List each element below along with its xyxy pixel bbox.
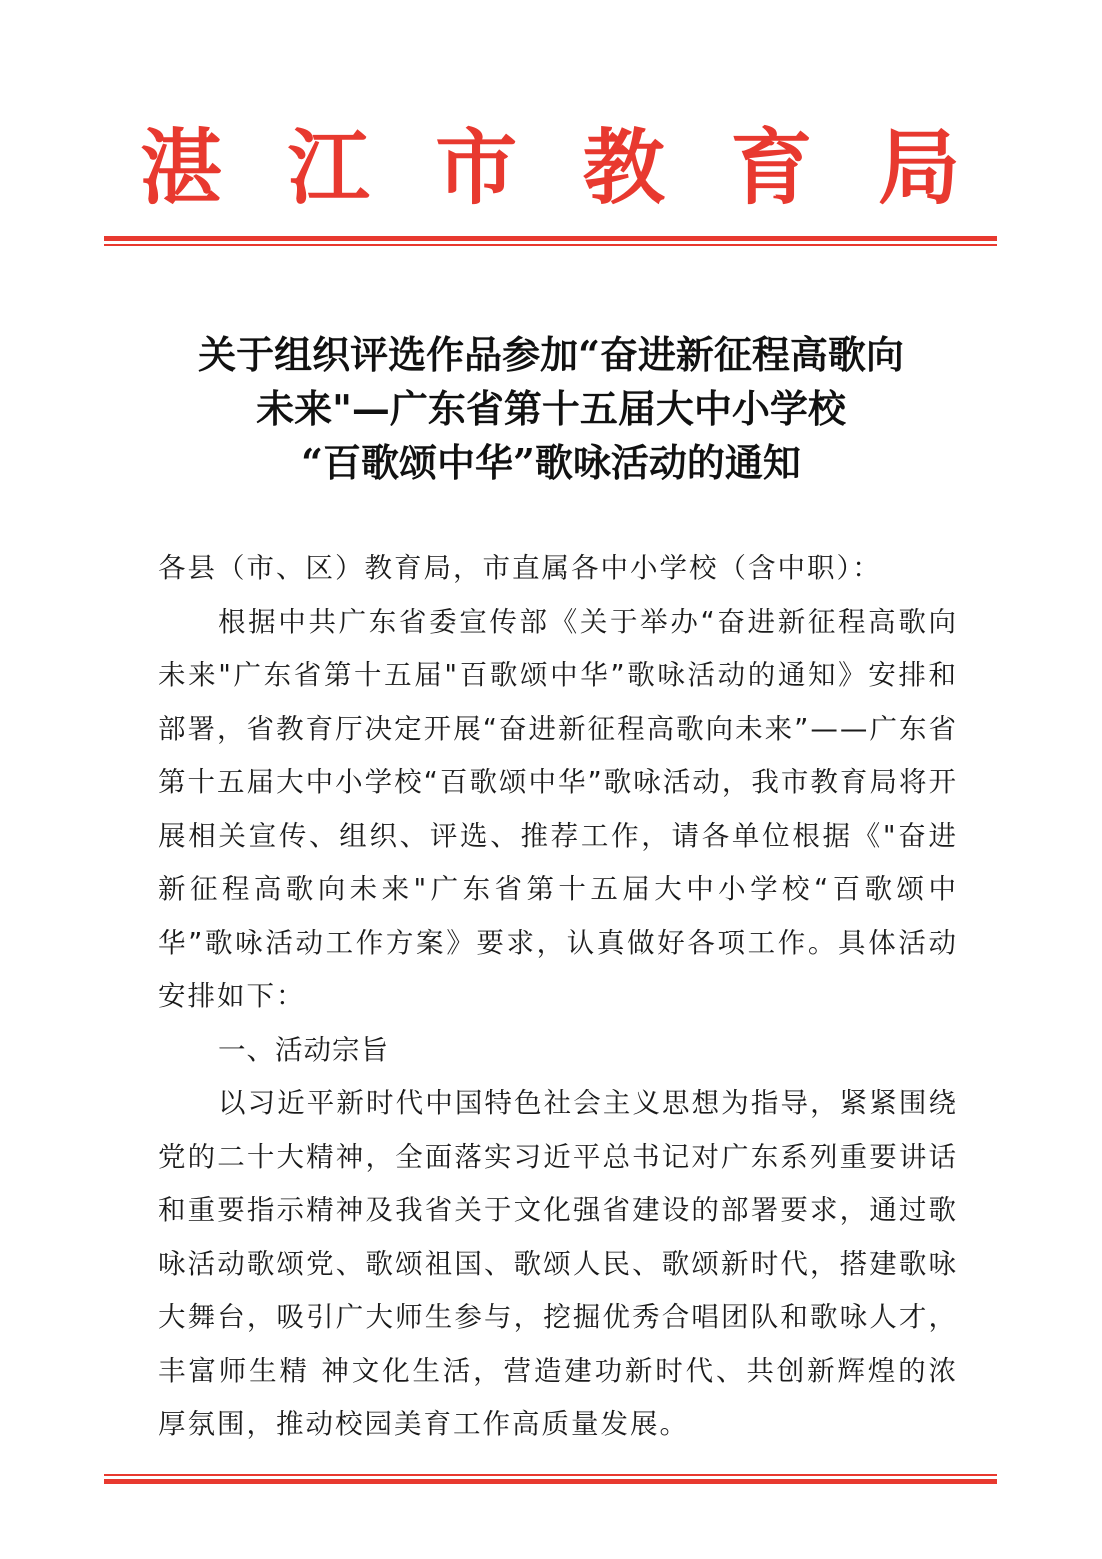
title-line: “百歌颂中华”歌咏活动的通知 xyxy=(301,440,801,485)
letterhead-divider xyxy=(104,236,997,246)
document-body xyxy=(158,542,958,1452)
paragraph: 以习近平新时代中国特色社会主义思想为指导，紧紧围绕党的二十大精神，全面落实习近平总书记对广东系列重要讲话和重要指示精神及我省关于文化强省建设的部署要求，通过歌咏活动歌颂党、歌颂祖国、歌颂人民、歌颂新时代，搭建歌咏大舞台，吸引广大师生参与，挖掘优秀合唱团队和歌咏人才，丰富师生精 神文化生活，营造建功新时代、共创新辉煌的浓厚氛围，推动校园美育工作高质量发展。 xyxy=(158,1087,958,1440)
salutation: 各县（市、区）教育局，市直属各中小学校（含中职）： xyxy=(158,552,882,584)
letterhead-char: 市 xyxy=(435,120,518,216)
letterhead-char: 湛 xyxy=(140,120,223,216)
paragraph: 根据中共广东省委宣传部《关于举办“奋进新征程高歌向未来"广东省第十五届"百歌颂中华”歌咏活动的通知》安排和部署，省教育厅决定开展“奋进新征程高歌向未来”——广东省第十五届大中小学校“百歌颂中华”歌咏活动，我市教育局将开展相关宣传、组织、评选、推荐工作，请各单位根据《"奋进新征程高歌向未来"广东省第十五届大中小学校“百歌颂中华”歌咏活动工作方案》要求，认真做好各项工作。具体活动安排如下： xyxy=(158,605,958,1012)
document-title xyxy=(110,328,992,490)
letterhead-char: 教 xyxy=(582,120,665,216)
section-heading: 一、活动宗旨 xyxy=(218,1033,389,1066)
title-line: 关于组织评选作品参加“奋进新征程高歌向 xyxy=(198,332,904,377)
footer-divider xyxy=(104,1474,997,1484)
letterhead-title xyxy=(140,118,960,218)
title-line: 未来"—广东省第十五届大中小学校 xyxy=(256,386,846,431)
letterhead-char: 局 xyxy=(877,120,960,216)
letterhead-char: 江 xyxy=(287,120,370,216)
letterhead-char: 育 xyxy=(730,120,813,216)
